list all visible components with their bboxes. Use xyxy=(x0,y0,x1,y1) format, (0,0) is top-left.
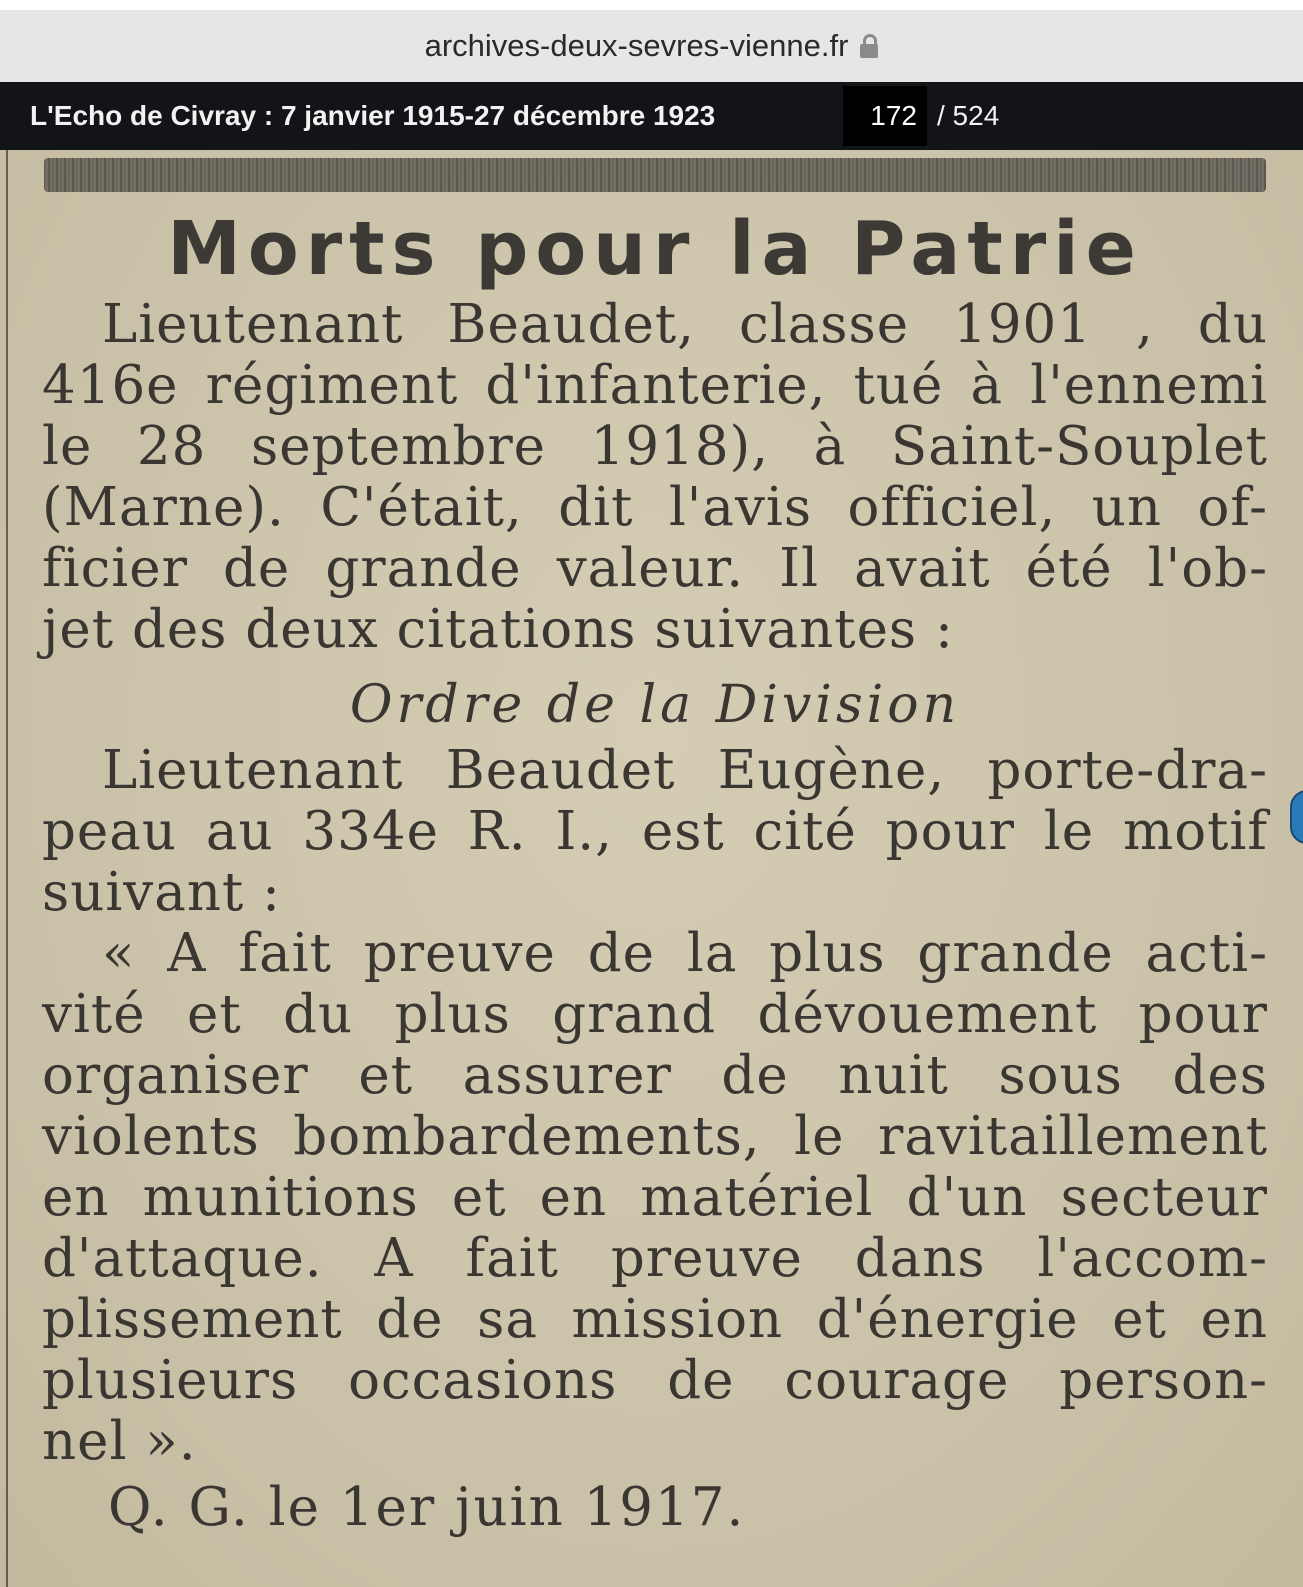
text-line: Lieutenant Beaudet Eugène, porte-dra- xyxy=(102,740,1268,801)
address-inner xyxy=(425,28,879,64)
page-number-input[interactable] xyxy=(843,86,927,146)
article xyxy=(42,204,1268,1540)
url-text[interactable]: archives-deux-sevres-vienne.fr xyxy=(424,28,849,63)
lock-icon xyxy=(860,34,878,58)
text-line: jet des deux citations suivantes : xyxy=(42,599,954,660)
article-headline: Morts pour la Patrie xyxy=(167,206,1143,292)
text-line: en munitions et en matériel d'un secteur xyxy=(42,1167,1268,1228)
text-line: violents bombardements, le ravitaillement xyxy=(42,1106,1268,1167)
address-bar[interactable] xyxy=(0,10,1303,82)
section-heading: Ordre de la Division xyxy=(349,675,961,735)
text-line: 416e régiment d'infanterie, tué à l'ennemi xyxy=(42,355,1268,416)
text-line: (Marne). C'était, dit l'avis officiel, un of- xyxy=(42,477,1268,538)
text-line: Lieutenant Beaudet, classe 1901 , du xyxy=(102,294,1268,355)
document-page xyxy=(0,150,1303,1587)
text-line: d'attaque. A fait preuve dans l'accom- xyxy=(42,1228,1268,1289)
text-line: plissement de sa mission d'énergie et en xyxy=(42,1289,1268,1350)
text-line: plusieurs occasions de courage person- xyxy=(42,1350,1268,1411)
viewer-toolbar xyxy=(0,82,1303,150)
text-line: nel ». xyxy=(42,1411,197,1472)
status-bar xyxy=(0,0,1303,10)
section-divider xyxy=(44,158,1266,192)
text-line: suivant : xyxy=(42,862,281,923)
text-line: « A fait preuve de la plus grande acti- xyxy=(102,923,1268,984)
scroll-handle[interactable] xyxy=(1290,790,1303,844)
article-paragraph-2 xyxy=(42,740,1268,923)
text-line: le 28 septembre 1918), à Saint-Souplet xyxy=(42,416,1268,477)
text-line: organiser et assurer de nuit sous des xyxy=(42,1045,1268,1106)
citation-signoff: Q. G. le 1er juin 1917. xyxy=(108,1477,746,1538)
article-paragraph-1 xyxy=(42,294,1268,660)
document-title: L'Echo de Civray : 7 janvier 1915-27 décembre 1923 xyxy=(30,100,716,131)
text-line: ficier de grande valeur. Il avait été l'ob- xyxy=(42,538,1268,599)
text-line: vité et du plus grand dévouement pour xyxy=(42,984,1268,1045)
column-rule xyxy=(6,150,8,1587)
text-line: peau au 334e R. I., est cité pour le motif xyxy=(42,801,1268,862)
page-total: / 524 xyxy=(937,100,1000,131)
citation-quote xyxy=(42,923,1268,1472)
